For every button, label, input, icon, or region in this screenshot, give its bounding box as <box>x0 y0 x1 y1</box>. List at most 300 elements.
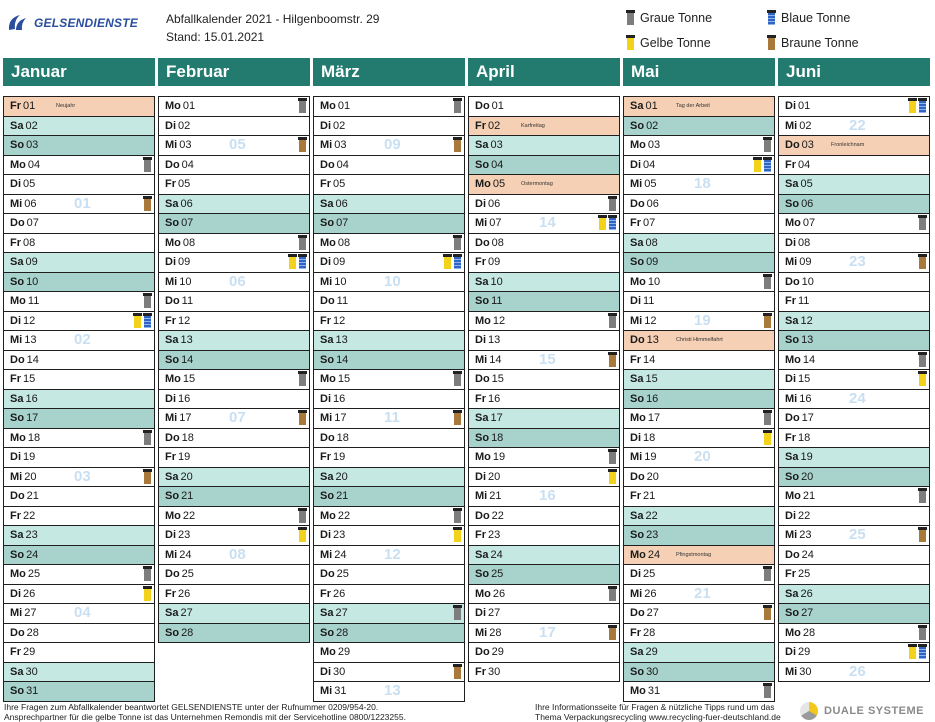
day-row <box>469 546 619 566</box>
day-number: 15 <box>182 373 196 385</box>
weekday: Di <box>320 119 331 132</box>
weekday: Fr <box>475 529 486 541</box>
blue-bin-icon <box>767 10 776 25</box>
calendar-title: Abfallkalender 2021 - Hilgenboomstr. 29 <box>166 12 380 26</box>
bin-icons <box>453 410 462 425</box>
weekday: Sa <box>10 392 24 405</box>
bin-icons <box>598 215 617 230</box>
weekday: So <box>10 275 25 288</box>
weekday: Fr <box>165 178 176 190</box>
day-number: 12 <box>333 314 346 327</box>
day-row <box>159 156 309 176</box>
day-number: 05 <box>23 178 36 190</box>
day-number: 28 <box>181 626 194 639</box>
bin-icons <box>763 566 772 581</box>
day-row <box>314 487 464 507</box>
legend-label: Graue Tonne <box>640 10 713 25</box>
day-number: 12 <box>492 314 506 327</box>
bin-icons <box>453 664 462 679</box>
day-number: 21 <box>336 490 349 502</box>
day-row <box>4 292 154 312</box>
day-number: 27 <box>801 607 814 619</box>
bin-icons <box>453 371 462 386</box>
weekday: Do <box>785 139 800 151</box>
day-number: 27 <box>24 607 37 619</box>
yellow-bin-icon <box>908 644 917 659</box>
day-row <box>4 468 154 488</box>
weekday: Mo <box>630 412 646 424</box>
day-row <box>624 429 774 449</box>
weekday: Fr <box>475 392 486 405</box>
weekday: Do <box>320 295 335 307</box>
day-number: 07 <box>489 217 502 229</box>
weekday: Do <box>475 100 490 112</box>
weekday: Do <box>630 470 645 483</box>
bin-icons <box>453 508 462 523</box>
bin-icons <box>288 254 307 269</box>
grey-bin-icon <box>453 605 462 620</box>
grey-bin-icon <box>608 196 617 211</box>
yellow-bin-icon <box>143 586 152 601</box>
weekday: Fr <box>475 119 486 132</box>
day-number: 16 <box>646 392 659 405</box>
day-number: 28 <box>489 626 502 639</box>
weekday: Mi <box>165 139 178 151</box>
day-number: 01 <box>491 100 504 112</box>
weekday: Do <box>475 236 490 249</box>
bin-icons <box>608 625 617 640</box>
blue-bin-icon <box>918 644 927 659</box>
day-number: 01 <box>182 100 196 112</box>
weekday: So <box>630 119 645 132</box>
day-row <box>624 370 774 390</box>
weekday: So <box>165 490 180 502</box>
day-number: 04 <box>798 158 811 171</box>
bin-icons <box>763 605 772 620</box>
day-number: 24 <box>647 548 661 561</box>
day-number: 06 <box>488 197 501 210</box>
month-header: Januar <box>3 58 155 86</box>
weekday: Fr <box>10 100 21 112</box>
gelsendienste-logo <box>6 10 138 36</box>
day-number: 04 <box>181 158 194 171</box>
day-row <box>469 565 619 585</box>
brown-bin-icon <box>298 137 307 152</box>
weekday: Mi <box>785 392 798 405</box>
day-list <box>313 96 465 702</box>
day-number: 19 <box>492 451 506 463</box>
day-number: 02 <box>799 119 812 132</box>
day-number: 22 <box>645 509 658 522</box>
week-number: 07 <box>229 409 246 426</box>
weekday: Fr <box>475 665 486 678</box>
day-number: 17 <box>26 412 39 424</box>
day-row <box>159 253 309 273</box>
day-row <box>314 526 464 546</box>
weekday: Mo <box>320 236 336 249</box>
weekday: Mo <box>10 295 26 307</box>
weekday: Fr <box>10 646 21 658</box>
weekday: Do <box>630 607 645 619</box>
day-row <box>159 234 309 254</box>
bin-icons <box>143 586 152 601</box>
day-row <box>624 663 774 683</box>
day-number: 01 <box>798 100 811 112</box>
brand-name: GELSENDIENSTE <box>34 16 138 30</box>
footer-recycling-text: Thema Verpackungsrecycling www.recycling-fuer-deutschland.de <box>535 712 781 722</box>
legend-braun <box>767 35 859 50</box>
day-row <box>4 195 154 215</box>
day-number: 28 <box>802 626 816 639</box>
legend-label: Braune Tonne <box>781 35 859 50</box>
day-number: 28 <box>643 626 656 639</box>
day-row <box>314 312 464 332</box>
yellow-bin-icon <box>443 254 452 269</box>
day-row <box>779 273 929 293</box>
weekday: Mo <box>10 568 26 580</box>
weekday: So <box>785 470 800 483</box>
bin-icons <box>453 605 462 620</box>
weekday: Mi <box>630 178 643 190</box>
month-header: Juni <box>778 58 930 86</box>
day-row <box>159 117 309 137</box>
weekday: Di <box>165 392 176 405</box>
day-row <box>624 214 774 234</box>
brown-bin-icon <box>763 605 772 620</box>
weekday: Mo <box>630 139 646 151</box>
day-row <box>314 195 464 215</box>
bin-icons <box>298 527 307 542</box>
day-row <box>469 234 619 254</box>
blue-bin-icon <box>298 254 307 269</box>
bin-icons <box>763 683 772 698</box>
bin-icons <box>608 586 617 601</box>
grey-bin-icon <box>763 137 772 152</box>
weekday: Do <box>320 431 335 444</box>
day-number: 19 <box>800 451 813 463</box>
day-row <box>314 156 464 176</box>
weekday: Fr <box>785 431 796 444</box>
weekday: Mi <box>10 470 23 483</box>
day-row <box>469 117 619 137</box>
day-row <box>779 409 929 429</box>
day-number: 06 <box>24 197 37 210</box>
week-number: 18 <box>694 175 711 192</box>
day-row <box>4 585 154 605</box>
day-list <box>468 96 620 682</box>
day-row <box>469 136 619 156</box>
day-row <box>779 195 929 215</box>
day-row <box>779 312 929 332</box>
day-number: 07 <box>26 217 39 229</box>
week-number: 20 <box>694 448 711 465</box>
day-row <box>4 390 154 410</box>
day-row <box>624 585 774 605</box>
day-number: 25 <box>181 568 194 580</box>
day-number: 11 <box>336 295 349 307</box>
weekday: Sa <box>630 236 644 249</box>
day-number: 18 <box>491 431 504 444</box>
day-row <box>624 526 774 546</box>
month-header: März <box>313 58 465 86</box>
day-row <box>624 312 774 332</box>
weekday: Fr <box>785 568 796 580</box>
day-row <box>779 604 929 624</box>
week-number: 17 <box>539 623 556 641</box>
day-row <box>159 487 309 507</box>
day-number: 16 <box>799 392 812 405</box>
weekday: Di <box>785 509 796 522</box>
weekday: Do <box>785 548 800 561</box>
weekday: Do <box>10 217 25 229</box>
day-row <box>779 487 929 507</box>
weekday: So <box>785 197 800 210</box>
bin-icons <box>298 410 307 425</box>
day-number: 18 <box>181 431 194 444</box>
weekday: Sa <box>165 607 179 619</box>
day-number: 23 <box>25 529 38 541</box>
day-number: 06 <box>646 197 659 210</box>
day-row <box>624 390 774 410</box>
weekday: Mo <box>475 587 491 600</box>
yellow-bin-icon <box>626 35 635 50</box>
bin-icons <box>763 274 772 289</box>
bin-icons <box>298 98 307 113</box>
week-number: 10 <box>384 272 401 290</box>
day-row <box>159 331 309 351</box>
weekday: Fr <box>320 314 331 327</box>
week-number: 11 <box>384 409 400 426</box>
weekday: Di <box>10 451 21 463</box>
day-row <box>779 565 929 585</box>
day-number: 11 <box>491 295 503 307</box>
brown-bin-icon <box>298 410 307 425</box>
weekday: Di <box>475 607 486 619</box>
day-number: 21 <box>181 490 194 502</box>
day-row <box>4 682 154 702</box>
day-number: 05 <box>800 178 813 190</box>
bin-icons <box>763 410 772 425</box>
day-number: 24 <box>334 548 347 561</box>
day-row <box>159 97 309 117</box>
day-row <box>469 663 619 683</box>
week-number: 09 <box>384 136 401 153</box>
weekday: Mi <box>320 548 333 561</box>
day-number: 01 <box>337 100 351 112</box>
weekday: Sa <box>10 665 24 678</box>
day-number: 04 <box>336 158 349 171</box>
bin-icons <box>608 313 617 328</box>
holiday-name: Fronleichnam <box>831 142 865 148</box>
month-header: Februar <box>158 58 310 86</box>
holiday-name: Christi Himmelfahrt <box>676 337 723 343</box>
day-row <box>4 643 154 663</box>
day-number: 10 <box>26 275 39 288</box>
bin-icons <box>908 644 927 659</box>
week-number: 25 <box>849 526 866 543</box>
day-number: 29 <box>337 646 351 658</box>
day-number: 11 <box>798 295 810 307</box>
weekday: Fr <box>630 626 641 639</box>
weekday: Sa <box>785 451 799 463</box>
day-number: 19 <box>178 451 191 463</box>
day-row <box>4 117 154 137</box>
weekday: Di <box>630 431 641 444</box>
day-number: 15 <box>23 373 36 385</box>
day-row <box>779 136 929 156</box>
weekday: Sa <box>630 373 644 385</box>
day-row <box>4 507 154 527</box>
weekday: Mi <box>785 119 798 132</box>
bin-icons <box>298 508 307 523</box>
brown-bin-icon <box>453 410 462 425</box>
weekday: Mi <box>475 353 488 366</box>
weekday: Di <box>630 158 641 171</box>
day-number: 09 <box>488 256 501 268</box>
day-row <box>159 273 309 293</box>
day-list <box>3 96 155 702</box>
day-row <box>779 156 929 176</box>
day-row <box>314 429 464 449</box>
day-row <box>314 643 464 663</box>
weekday: So <box>630 665 645 678</box>
day-number: 26 <box>333 587 346 600</box>
yellow-bin-icon <box>288 254 297 269</box>
holiday-name: Pfingstmontag <box>676 551 712 558</box>
weekday: Do <box>10 626 25 639</box>
weekday: Mo <box>165 373 181 385</box>
day-row <box>4 546 154 566</box>
day-row <box>624 195 774 215</box>
week-number: 21 <box>694 584 711 602</box>
day-row <box>4 97 154 117</box>
day-row <box>469 390 619 410</box>
yellow-bin-icon <box>753 157 762 172</box>
day-number: 12 <box>644 314 657 327</box>
day-number: 24 <box>801 548 814 561</box>
month-column <box>623 58 775 702</box>
weekday: Sa <box>630 509 644 522</box>
month-header: Mai <box>623 58 775 86</box>
day-row <box>779 429 929 449</box>
day-number: 16 <box>488 392 501 405</box>
bin-icons <box>443 254 462 269</box>
day-number: 09 <box>333 256 346 268</box>
weekday: Mi <box>320 412 333 424</box>
day-row <box>314 390 464 410</box>
weekday: Mo <box>165 509 181 522</box>
day-row <box>624 546 774 566</box>
day-row <box>624 448 774 468</box>
week-number: 03 <box>74 467 91 485</box>
bin-icons <box>763 313 772 328</box>
day-row <box>624 156 774 176</box>
day-number: 26 <box>800 587 813 600</box>
day-number: 20 <box>180 470 193 483</box>
day-row <box>469 195 619 215</box>
day-number: 16 <box>25 392 38 405</box>
weekday: Mi <box>785 665 798 678</box>
weekday: Sa <box>320 197 334 210</box>
day-number: 31 <box>647 685 661 697</box>
day-row <box>779 97 929 117</box>
weekday: Di <box>475 197 486 210</box>
weekday: So <box>10 139 25 151</box>
day-number: 12 <box>178 314 191 327</box>
day-number: 26 <box>178 587 191 600</box>
day-row <box>779 253 929 273</box>
day-row <box>624 117 774 137</box>
duale-systeme-name: DUALE SYSTEME <box>824 705 925 717</box>
day-row <box>4 156 154 176</box>
weekday: Di <box>785 646 796 658</box>
grey-bin-icon <box>143 293 152 308</box>
legend-gelb <box>626 35 711 50</box>
day-number: 20 <box>24 470 37 483</box>
day-row <box>779 214 929 234</box>
day-row <box>469 156 619 176</box>
day-number: 23 <box>178 529 191 541</box>
weekday: Do <box>475 373 490 385</box>
day-number: 15 <box>645 373 658 385</box>
day-row <box>779 234 929 254</box>
day-row <box>314 565 464 585</box>
day-row <box>314 292 464 312</box>
day-row <box>4 312 154 332</box>
day-number: 24 <box>490 548 503 561</box>
calendar-stand-date: Stand: 15.01.2021 <box>166 30 265 44</box>
day-number: 21 <box>643 490 656 502</box>
day-number: 02 <box>646 119 659 132</box>
day-row <box>159 448 309 468</box>
brown-bin-icon <box>918 254 927 269</box>
weekday: Mi <box>320 685 333 697</box>
day-row <box>624 507 774 527</box>
weekday: Do <box>475 646 490 658</box>
day-number: 06 <box>801 197 814 210</box>
weekday: Mi <box>630 451 643 463</box>
day-number: 25 <box>27 568 41 580</box>
day-number: 15 <box>337 373 351 385</box>
grey-bin-icon <box>763 274 772 289</box>
day-row <box>779 331 929 351</box>
day-row <box>159 292 309 312</box>
bin-icons <box>453 527 462 542</box>
weekday: Di <box>475 334 486 346</box>
grey-bin-icon <box>608 449 617 464</box>
day-row <box>314 136 464 156</box>
day-row <box>624 682 774 702</box>
weekday: Sa <box>10 119 24 132</box>
day-row <box>469 507 619 527</box>
weekday: Mo <box>630 548 646 561</box>
day-row <box>159 175 309 195</box>
bin-icons <box>608 469 617 484</box>
day-row <box>159 409 309 429</box>
day-number: 01 <box>23 100 36 112</box>
day-row <box>159 429 309 449</box>
day-row <box>624 234 774 254</box>
day-list <box>778 96 930 682</box>
day-row <box>4 624 154 644</box>
weekday: Sa <box>165 334 179 346</box>
bin-icons <box>453 137 462 152</box>
weekday: Do <box>10 490 25 502</box>
brown-bin-icon <box>763 313 772 328</box>
day-row <box>159 507 309 527</box>
day-row <box>4 351 154 371</box>
grey-bin-icon <box>298 235 307 250</box>
